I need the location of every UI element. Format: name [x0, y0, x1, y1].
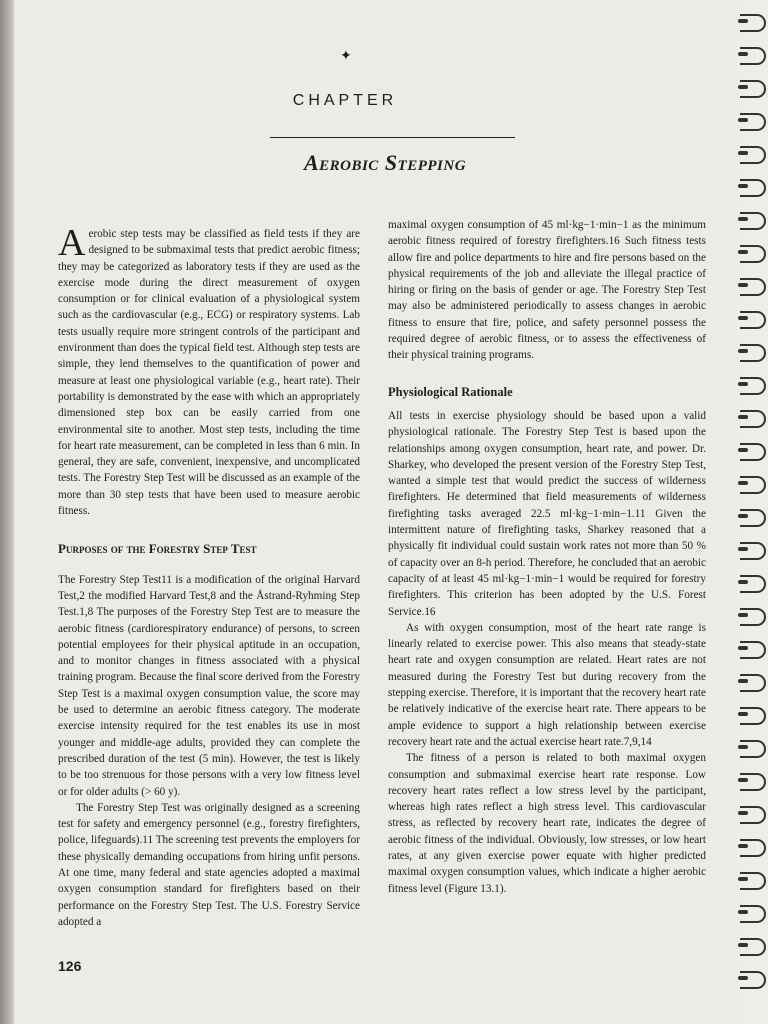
binding-coil [740, 377, 766, 395]
title-rule [270, 137, 515, 138]
binding-coil [740, 476, 766, 494]
binding-coil [740, 113, 766, 131]
binding-coil [740, 410, 766, 428]
purposes-paragraph-1: The Forestry Step Test11 is a modification of the original Harvard Test,2 the modified Harvard Test,8 and the Åstrand-Ryhming Step Test.1,8 The purposes of the Forestry Step Test are to measure the aerobic fitness (cardiorespiratory endurance) of persons, to screen potential employees for their physical aptitude in an occupation, and to monitor changes in fitness associated with a physical training program. Because the final score derived from the Forestry Step Test is a maximal oxygen consumption value, the score may be used to determine an aerobic fitness category. The moderate exercise intensity required for the test enables its use in most younger and middle-age adults, provided they can complete the prescribed duration of the test (5 min). However, the test is likely to be too strenuous for those persons with a very low fitness level or for older adults (> 60 y). [58, 573, 360, 798]
rationale-paragraph-1: All tests in exercise physiology should be based upon a valid physiological rationale. The Forestry Step Test is based upon the relationships among oxygen consumption, heart rate, and power. Dr. Sharkey, who developed the present version of the Forestry Step Test, wanted a simple test that would predict the success of wilderness firefighters. He determined that field measurements of wilderness firefighting tasks averaged 22.5 ml·kg−1·min−1.11 Given the intermittent nature of firefighting tasks, Sharkey reasoned that a physically fit individual could sustain work rates not more than 50 % of capacity over an 8-h period. Therefore, he concluded that an aerobic capacity of at least 45 ml·kg−1·min−1 would be required for forestry firefighters. This criterion has been adopted by the U.S. Forest Service.16 [388, 409, 706, 618]
binding-coil [740, 245, 766, 263]
binding-coil [740, 179, 766, 197]
spiral-binding [738, 0, 768, 1024]
binding-coil [740, 443, 766, 461]
binding-coil [740, 542, 766, 560]
chapter-title: Aerobic Stepping [303, 150, 467, 175]
continued-paragraph: maximal oxygen consumption of 45 ml·kg−1·min−1 as the minimum aerobic fitness required of forestry firefighters.16 Such fitness tests allow fire and police departments to hire and fire persons based on the physical requirements of the job and alleviate the illegal practice of hiring or firing on the basis of gender or age. The Forestry Step Test may also be administered periodically to assess changes in aerobic fitness to ensure that fire, police, and safety personnel possess the required degree of aerobic fitness, or to assess the effectiveness of their physical training programs. [388, 219, 706, 362]
binding-coil [740, 674, 766, 692]
section-heading-rationale: Physiological Rationale [388, 384, 513, 399]
binding-coil [740, 14, 766, 32]
binding-coil [740, 905, 766, 923]
left-column [58, 222, 360, 930]
binding-coil [740, 47, 766, 65]
binding-coil [740, 278, 766, 296]
binding-coil [740, 212, 766, 230]
page-number: 126 [58, 958, 82, 974]
intro-text: erobic step tests may be classified as field tests if they are designed to be submaximal tests that predict aerobic fitness; they may be categorized as laboratory tests if they are used as the exercise mode during the direct measurement of oxygen consumption or for clinical evaluation of a physiological system such as the cardiovascular (e.g., ECG) or respiratory systems. Lab tests usually require more stringent controls of the participant and environment than does the typical field test. Although step tests are simple, they lend themselves to the quantification of power and measure at least one physiological variable (e.g., heart rate). Their portability is demonstrated by the ease with which an appropriately dimensioned step box can be easily carried from one environmental site to another. Most step tests, including the time for heart rate measurement, can be completed in less than 6 min. In general, they are safe, convenient, inexpensive, and uncomplicated tests. The Forestry Step Test will be discussed as an example of the more than 30 step tests that have been used to measure aerobic fitness. [58, 228, 360, 518]
rationale-paragraph-2: As with oxygen consumption, most of the heart rate range is linearly related to exercise power. This also means that steady-state heart rate and oxygen consumption are related. Heart rates are not measured during the Forestry Test but during recovery from the stepping exercise. Therefore, it is important that the recovery heart rate be relatively indicative of the exercise heart rate. There appears to be ample evidence to support a high relationship between exercise recovery heart rate and the actual exercise heart rate.7,9,14 [388, 621, 706, 748]
binding-coil [740, 707, 766, 725]
binding-coil [740, 509, 766, 527]
chapter-label: CHAPTER [292, 92, 398, 109]
section-heading-purposes: Purposes of the Forestry Step Test [58, 541, 257, 557]
binding-coil [740, 740, 766, 758]
rationale-paragraph-3: The fitness of a person is related to both maximal oxygen consumption and submaximal exercise heart rate response. Low recovery heart rates reflect a low stress level by the participant, whereas high rates reflect a high stress level. This cardiovascular stress, as reflected by recovery heart rate, indicates the degree of aerobic fitness of the individual. Obviously, low stresses, or low heart rates, at any given exercise power equate with higher predicted maximal oxygen consumption values, which indicate a higher aerobic fitness level (Figure 13.1). [388, 752, 706, 895]
binding-coil [740, 344, 766, 362]
binding-coil [740, 806, 766, 824]
binding-coil [740, 80, 766, 98]
binding-coil [740, 971, 766, 989]
intro-paragraph [58, 222, 360, 519]
binding-coil [740, 872, 766, 890]
binding-coil [740, 575, 766, 593]
binding-coil [740, 146, 766, 164]
binding-coil [740, 641, 766, 659]
binding-coil [740, 938, 766, 956]
binding-coil [740, 311, 766, 329]
right-column [388, 217, 706, 897]
chapter-ornament: ✦ [340, 49, 352, 64]
purposes-paragraph-2: The Forestry Step Test was originally designed as a screening test for safety and emergency personnel (e.g., forestry firefighters, police, lifeguards).11 The screening test prevents the employers for these physically demanding occupations from hiring unfit persons. At one time, many federal and state agencies adopted a maximal oxygen consumption standard for firefighters based on their performance on the Forestry Step Test. The U.S. Forestry Service adopted a [58, 801, 360, 928]
binding-coil [740, 608, 766, 626]
binding-coil [740, 839, 766, 857]
drop-cap: A [58, 222, 86, 264]
binding-coil [740, 773, 766, 791]
